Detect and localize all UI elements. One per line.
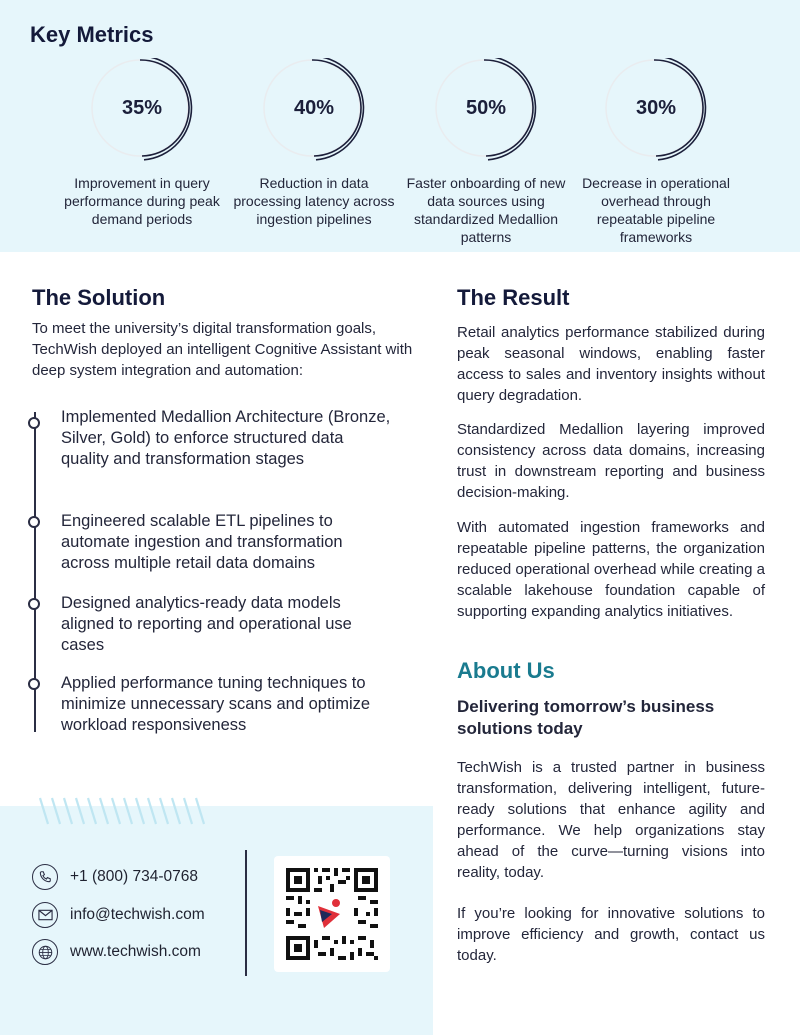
mail-icon xyxy=(32,902,58,928)
qr-code[interactable] xyxy=(274,856,390,972)
decorative-stripes xyxy=(38,794,218,828)
result-paragraph: With automated ingestion frameworks and repeatable pipeline patterns, the organization reduced operational overhead while creating a scalable lakehouse foundation capable of supporting expanding analytics initiatives. xyxy=(457,519,765,620)
metric-description: Improvement in query performance during peak demand periods xyxy=(64,175,220,227)
globe-icon xyxy=(32,939,58,965)
result-title: The Result xyxy=(457,285,570,310)
metric-ring xyxy=(262,58,366,162)
solution-bullet: Designed analytics-ready data models aligned to reporting and operational use cases xyxy=(61,594,352,654)
timeline-bullet xyxy=(28,598,40,610)
timeline-bullet xyxy=(28,516,40,528)
about-tagline: Delivering tomorrow’s business solutions today xyxy=(457,697,715,738)
about-title: About Us xyxy=(457,658,555,683)
contact-phone: +1 (800) 734-0768 xyxy=(70,868,198,885)
key-metrics-title: Key Metrics xyxy=(30,22,154,47)
metric-value: 30% xyxy=(635,97,677,119)
about-paragraph: TechWish is a trusted partner in business transformation, delivering intelligent, future-ready solutions that enhance agility and performance. We help organizations stay ahead of the curve—turning visions into reality, today. xyxy=(457,759,765,881)
metric-description: Faster onboarding of new data sources using standardized Medallion patterns xyxy=(406,175,566,245)
result-paragraph: Retail analytics performance stabilized during peak seasonal windows, enabling faster access to sales and inventory insights without query degradation. xyxy=(457,324,765,404)
metric-ring xyxy=(434,58,538,162)
key-metrics-section xyxy=(0,0,800,252)
metric-card xyxy=(396,58,576,246)
metric-description: Decrease in operational overhead through repeatable pipeline frameworks xyxy=(582,175,730,245)
contact-website: www.techwish.com xyxy=(70,943,201,960)
metric-card xyxy=(224,58,404,228)
metric-value: 35% xyxy=(121,97,163,119)
contact-divider xyxy=(245,850,247,976)
metric-ring xyxy=(90,58,194,162)
solution-bullet: Engineered scalable ETL pipelines to automate ingestion and transformation across multiple retail data domains xyxy=(61,512,343,572)
solution-bullet: Implemented Medallion Architecture (Bronze, Silver, Gold) to enforce structured data quality and transformation stages xyxy=(61,408,391,468)
contact-phone-row[interactable] xyxy=(32,864,198,890)
timeline-bullet xyxy=(28,417,40,429)
solution-title: The Solution xyxy=(32,285,166,310)
metric-description: Reduction in data processing latency across ingestion pipelines xyxy=(233,175,395,227)
contact-email: info@techwish.com xyxy=(70,906,205,923)
metric-card xyxy=(52,58,232,228)
solution-intro: To meet the university’s digital transformation goals, TechWish deployed an intelligent Cognitive Assistant with deep system integration and automation: xyxy=(32,320,413,379)
metric-value: 50% xyxy=(465,97,507,119)
solution-bullet: Applied performance tuning techniques to minimize unnecessary scans and optimize workload responsiveness xyxy=(61,674,371,734)
result-paragraph: Standardized Medallion layering improved consistency across data domains, increasing trust in downstream reporting and business decision-making. xyxy=(457,421,765,501)
metric-ring xyxy=(604,58,708,162)
metric-card xyxy=(566,58,746,246)
contact-website-row[interactable] xyxy=(32,939,201,965)
contact-email-row[interactable] xyxy=(32,902,205,928)
timeline-bullet xyxy=(28,678,40,690)
contact-section xyxy=(0,806,433,1035)
qr-code-image xyxy=(274,856,390,972)
metric-value: 40% xyxy=(293,97,335,119)
about-paragraph: If you’re looking for innovative solutions to improve efficiency and growth, contact us today. xyxy=(457,905,765,964)
phone-icon xyxy=(32,864,58,890)
